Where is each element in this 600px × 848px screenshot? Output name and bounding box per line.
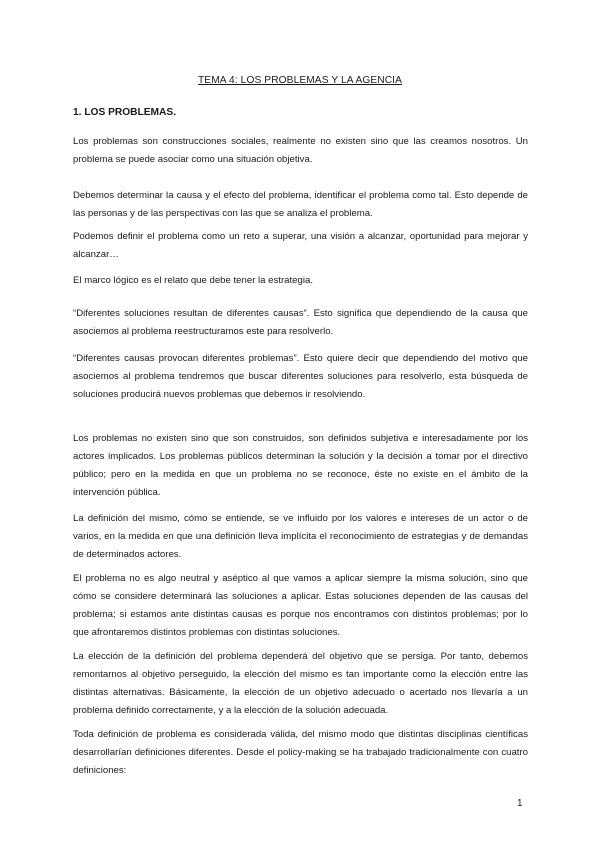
paragraph-4: El marco lógico es el relato que debe tener la estrategia. [73,275,313,286]
paragraph-7: Los problemas no existen sino que son construidos, son definidos subjetiva e interesadamente por los actores implicados. Los problemas públicos determinan la solución y la decisión a tomar por el directivo público; pero en la medida en que un problema no se reconoce, éste no existe en el ámbito de la intervención pública. [73,433,528,498]
paragraph-2: Debemos determinar la causa y el efecto del problema, identificar el problema como tal. Esto depende de las personas y de las perspectivas con las que se analiza el problema. [73,190,528,219]
paragraph-3: Podemos definir el problema como un reto a superar, una visión a alcanzar, oportunidad para mejorar y alcanzar… [73,231,528,260]
section-heading: 1. LOS PROBLEMAS. [73,107,177,118]
paragraph-8: La definición del mismo, cómo se entiende, se ve influido por los valores e intereses de un actor o de varios, en la medida en que una definición lleva implícita el reconocimiento de estrategias y de demandas de determinados actores. [73,513,528,560]
paragraph-11: Toda definición de problema es considerada válida, del mismo modo que distintas disciplinas científicas desarrollarían definiciones diferentes. Desde el policy-making se ha trabajado tradicionalmente con cuatro definiciones: [73,729,528,776]
paragraph-9: El problema no es algo neutral y aséptico al que vamos a aplicar siempre la misma solución, sino que cómo se considere determinará las soluciones a aplicar. Estas soluciones dependen de las causas del problema; si estamos ante distintas causas es porque nos encontramos con distintos problemas; por lo que afrontaremos distintos problemas con distintas soluciones. [73,573,528,638]
paragraph-1: Los problemas son construcciones sociales, realmente no existen sino que las creamos nosotros. Un problema se puede asociar como una situación objetiva. [73,136,528,165]
paragraph-5: “Diferentes soluciones resultan de diferentes causas”. Esto significa que dependiendo de la causa que asociemos al problema reestructuramos este para resolverlo. [73,308,528,337]
paragraph-6: “Diferentes causas provocan diferentes problemas”. Esto quiere decir que dependiendo del motivo que asociemos al problema tendremos que buscar diferentes soluciones para resolverlo, esta búsqueda de soluciones producirá nuevos problemas que debemos ir resolviendo. [73,353,528,400]
page-number: 1 [517,798,523,809]
document-title: TEMA 4: LOS PROBLEMAS Y LA AGENCIA [197,75,403,86]
paragraph-10: La elección de la definición del problema dependerá del objetivo que se persiga. Por tanto, debemos remontarnos al objetivo perseguido, la elección del mismo es tan importante como la elección entre las distintas alternativas. Básicamente, la elección de un objetivo adecuado o acertado nos llevaría a un problema definido correctamente, y a la elección de la solución adecuada. [73,651,528,716]
